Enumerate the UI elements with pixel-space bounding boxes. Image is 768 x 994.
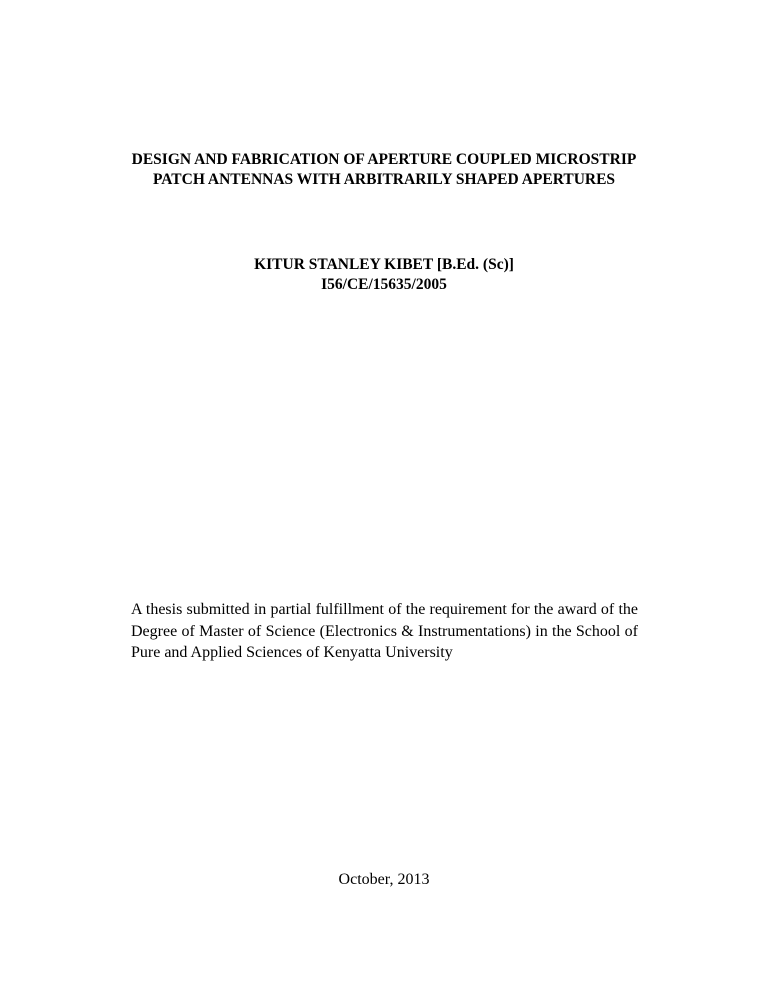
submission-date: October, 2013 xyxy=(338,871,430,888)
author-name: KITUR STANLEY KIBET [B.Ed. (Sc)] xyxy=(254,256,514,273)
thesis-title-line-1: DESIGN AND FABRICATION OF APERTURE COUPLED MICROSTRIP xyxy=(131,151,637,168)
thesis-title xyxy=(0,150,768,190)
thesis-statement: A thesis submitted in partial fulfillment of the requirement for the award of the Degree of Master of Science (Electronics & Instrumentations) in the School of Pure and Applied Sciences of Kenyatta University xyxy=(131,601,638,661)
author-block xyxy=(0,255,768,295)
registration-number: I56/CE/15635/2005 xyxy=(321,276,447,293)
thesis-title-line-2: PATCH ANTENNAS WITH ARBITRARILY SHAPED APERTURES xyxy=(152,171,616,188)
